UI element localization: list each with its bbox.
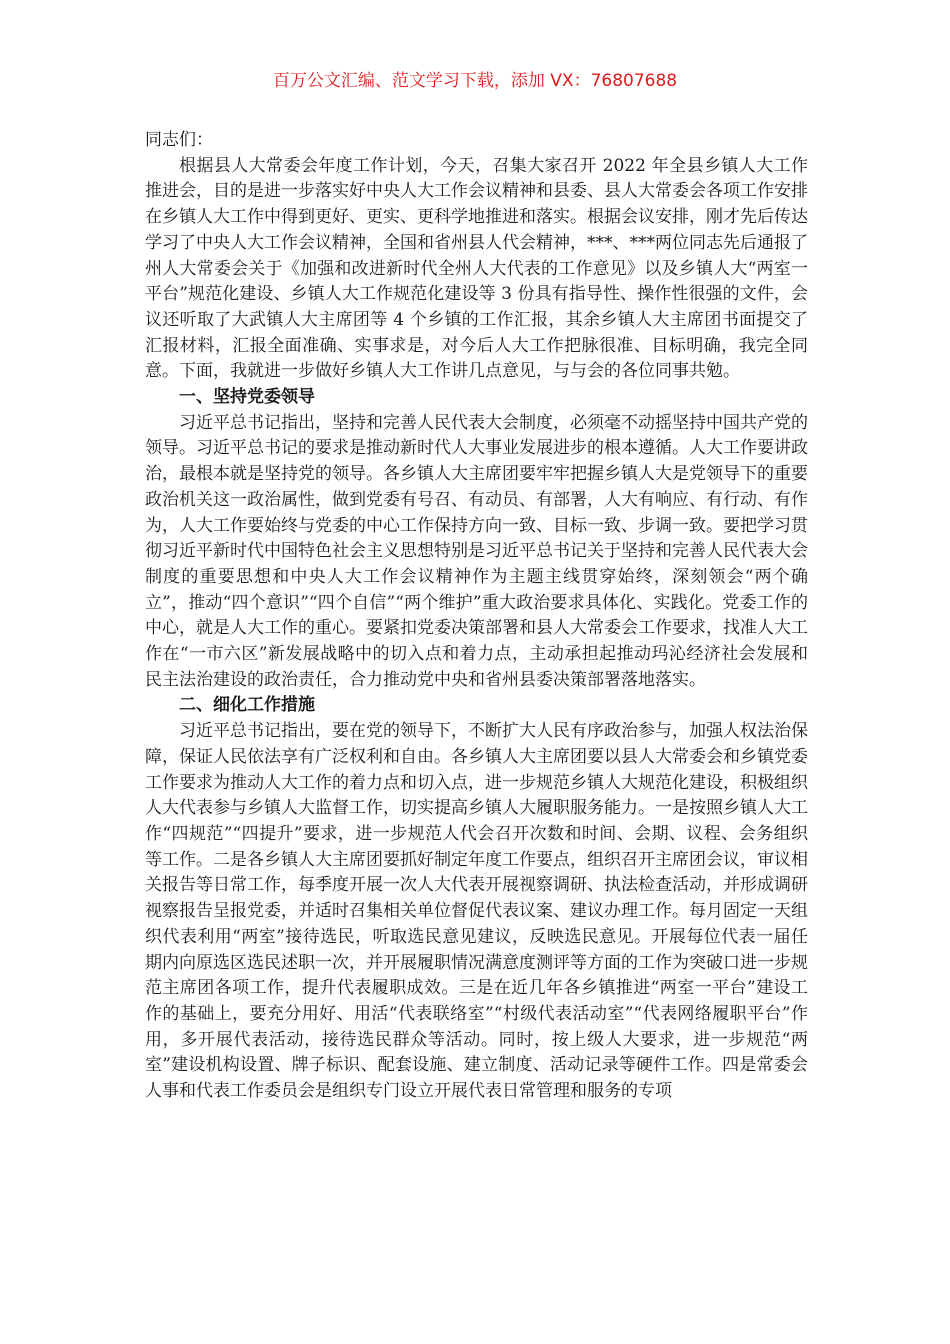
section-paragraph-1: 习近平总书记指出，坚持和完善人民代表大会制度，必须毫不动摇坚持中国共产党的领导。习近平总书记的要求是推动新时代人大事业发展进步的根本遵循。人大工作要讲政治，最根本就是坚持党的领导。各乡镇人大主席团要牢牢把握乡镇人大是党领导下的重要政治机关这一政治属性，做到党委有号召、有动员、有部署，人大有响应、有行动、有作为，人大工作要始终与党委的中心工作保持方向一致、目标一致、步调一致。要把学习贯彻习近平新时代中国特色社会主义思想特别是习近平总书记关于坚持和完善人民代表大会制度的重要思想和中央人大工作会议精神作为主题主线贯穿始终，深刻领会“两个确立”，推动“四个意识”“四个自信”“两个维护”重大政治要求具体化、实践化。党委工作的中心，就是人大工作的重心。要紧扣党委决策部署和县人大常委会工作要求，找准人大工作在“一市六区”新发展战略中的切入点和着力点，主动承担起推动玛沁经济社会发展和民主法治建设的政治责任，合力推动党中央和省州县委决策部署落地落实。 — [145, 412, 808, 690]
section-heading-1: 一、坚持党委领导 — [179, 387, 315, 408]
watermark-banner: 百万公文汇编、范文学习下载，添加 VX：76807688 — [272, 71, 678, 91]
intro-paragraph: 根据县人大常委会年度工作计划，今天，召集大家召开 2022 年全县乡镇人大工作推进会，目的是进一步落实好中央人大工作会议精神和县委、县人大常委会各项工作安排在乡镇人大工作中得到更好、更实、更科学地推进和落实。根据会议安排，刚才先后传达学习了中央人大工作会议精神，全国和省州县人代会精神，***、***两位同志先后通报了州人大常委会关于《加强和改进新时代全州人大代表的工作意见》以及乡镇人大“两室一平台”规范化建设、乡镇人大工作规范化建设等 3 份具有指导性、操作性很强的文件，会议还听取了大武镇人大主席团等 4 个乡镇的工作汇报，其余乡镇人大主席团书面提交了汇报材料，汇报全面准确、实事求是，对今后人大工作把脉很准、目标明确，我完全同意。下面，我就进一步做好乡镇人大工作讲几点意见，与与会的各位同事共勉。 — [145, 155, 808, 382]
greeting: 同志们： — [145, 130, 213, 150]
section-heading-2: 二、细化工作措施 — [179, 695, 315, 716]
section-paragraph-2: 习近平总书记指出，要在党的领导下，不断扩大人民有序政治参与，加强人权法治保障，保证人民依法享有广泛权利和自由。各乡镇人大主席团要以县人大常委会和乡镇党委工作要求为推动人大工作的着力点和切入点，进一步规范乡镇人大规范化建设，积极组织人大代表参与乡镇人大监督工作，切实提高乡镇人大履职服务能力。一是按照乡镇人大工作“四规范”“四提升”要求，进一步规范人代会召开次数和时间、会期、议程、会务组织等工作。二是各乡镇人大主席团要抓好制定年度工作要点，组织召开主席团会议，审议相关报告等日常工作，每季度开展一次人大代表开展视察调研、执法检查活动，并形成调研视察报告呈报党委，并适时召集相关单位督促代表议案、建议办理工作。每月固定一天组织代表利用“两室”接待选民，听取选民意见建议，反映选民意见。开展每位代表一届任期内向原选区选民述职一次，并开展履职情况满意度测评等方面的工作为突破口进一步规范主席团各项工作，提升代表履职成效。三是在近几年各乡镇推进“两室一平台”建设工作的基础上，要充分用好、用活“代表联络室”“村级代表活动室”“代表网络履职平台”作用，多开展代表活动，接待选民群众等活动。同时，按上级人大要求，进一步规范“两室”建设机构设置、牌子标识、配套设施、建立制度、活动记录等硬件工作。四是常委会人事和代表工作委员会是组织专门设立开展代表日常管理和服务的专项 — [145, 721, 808, 1102]
document-body — [145, 128, 808, 1105]
